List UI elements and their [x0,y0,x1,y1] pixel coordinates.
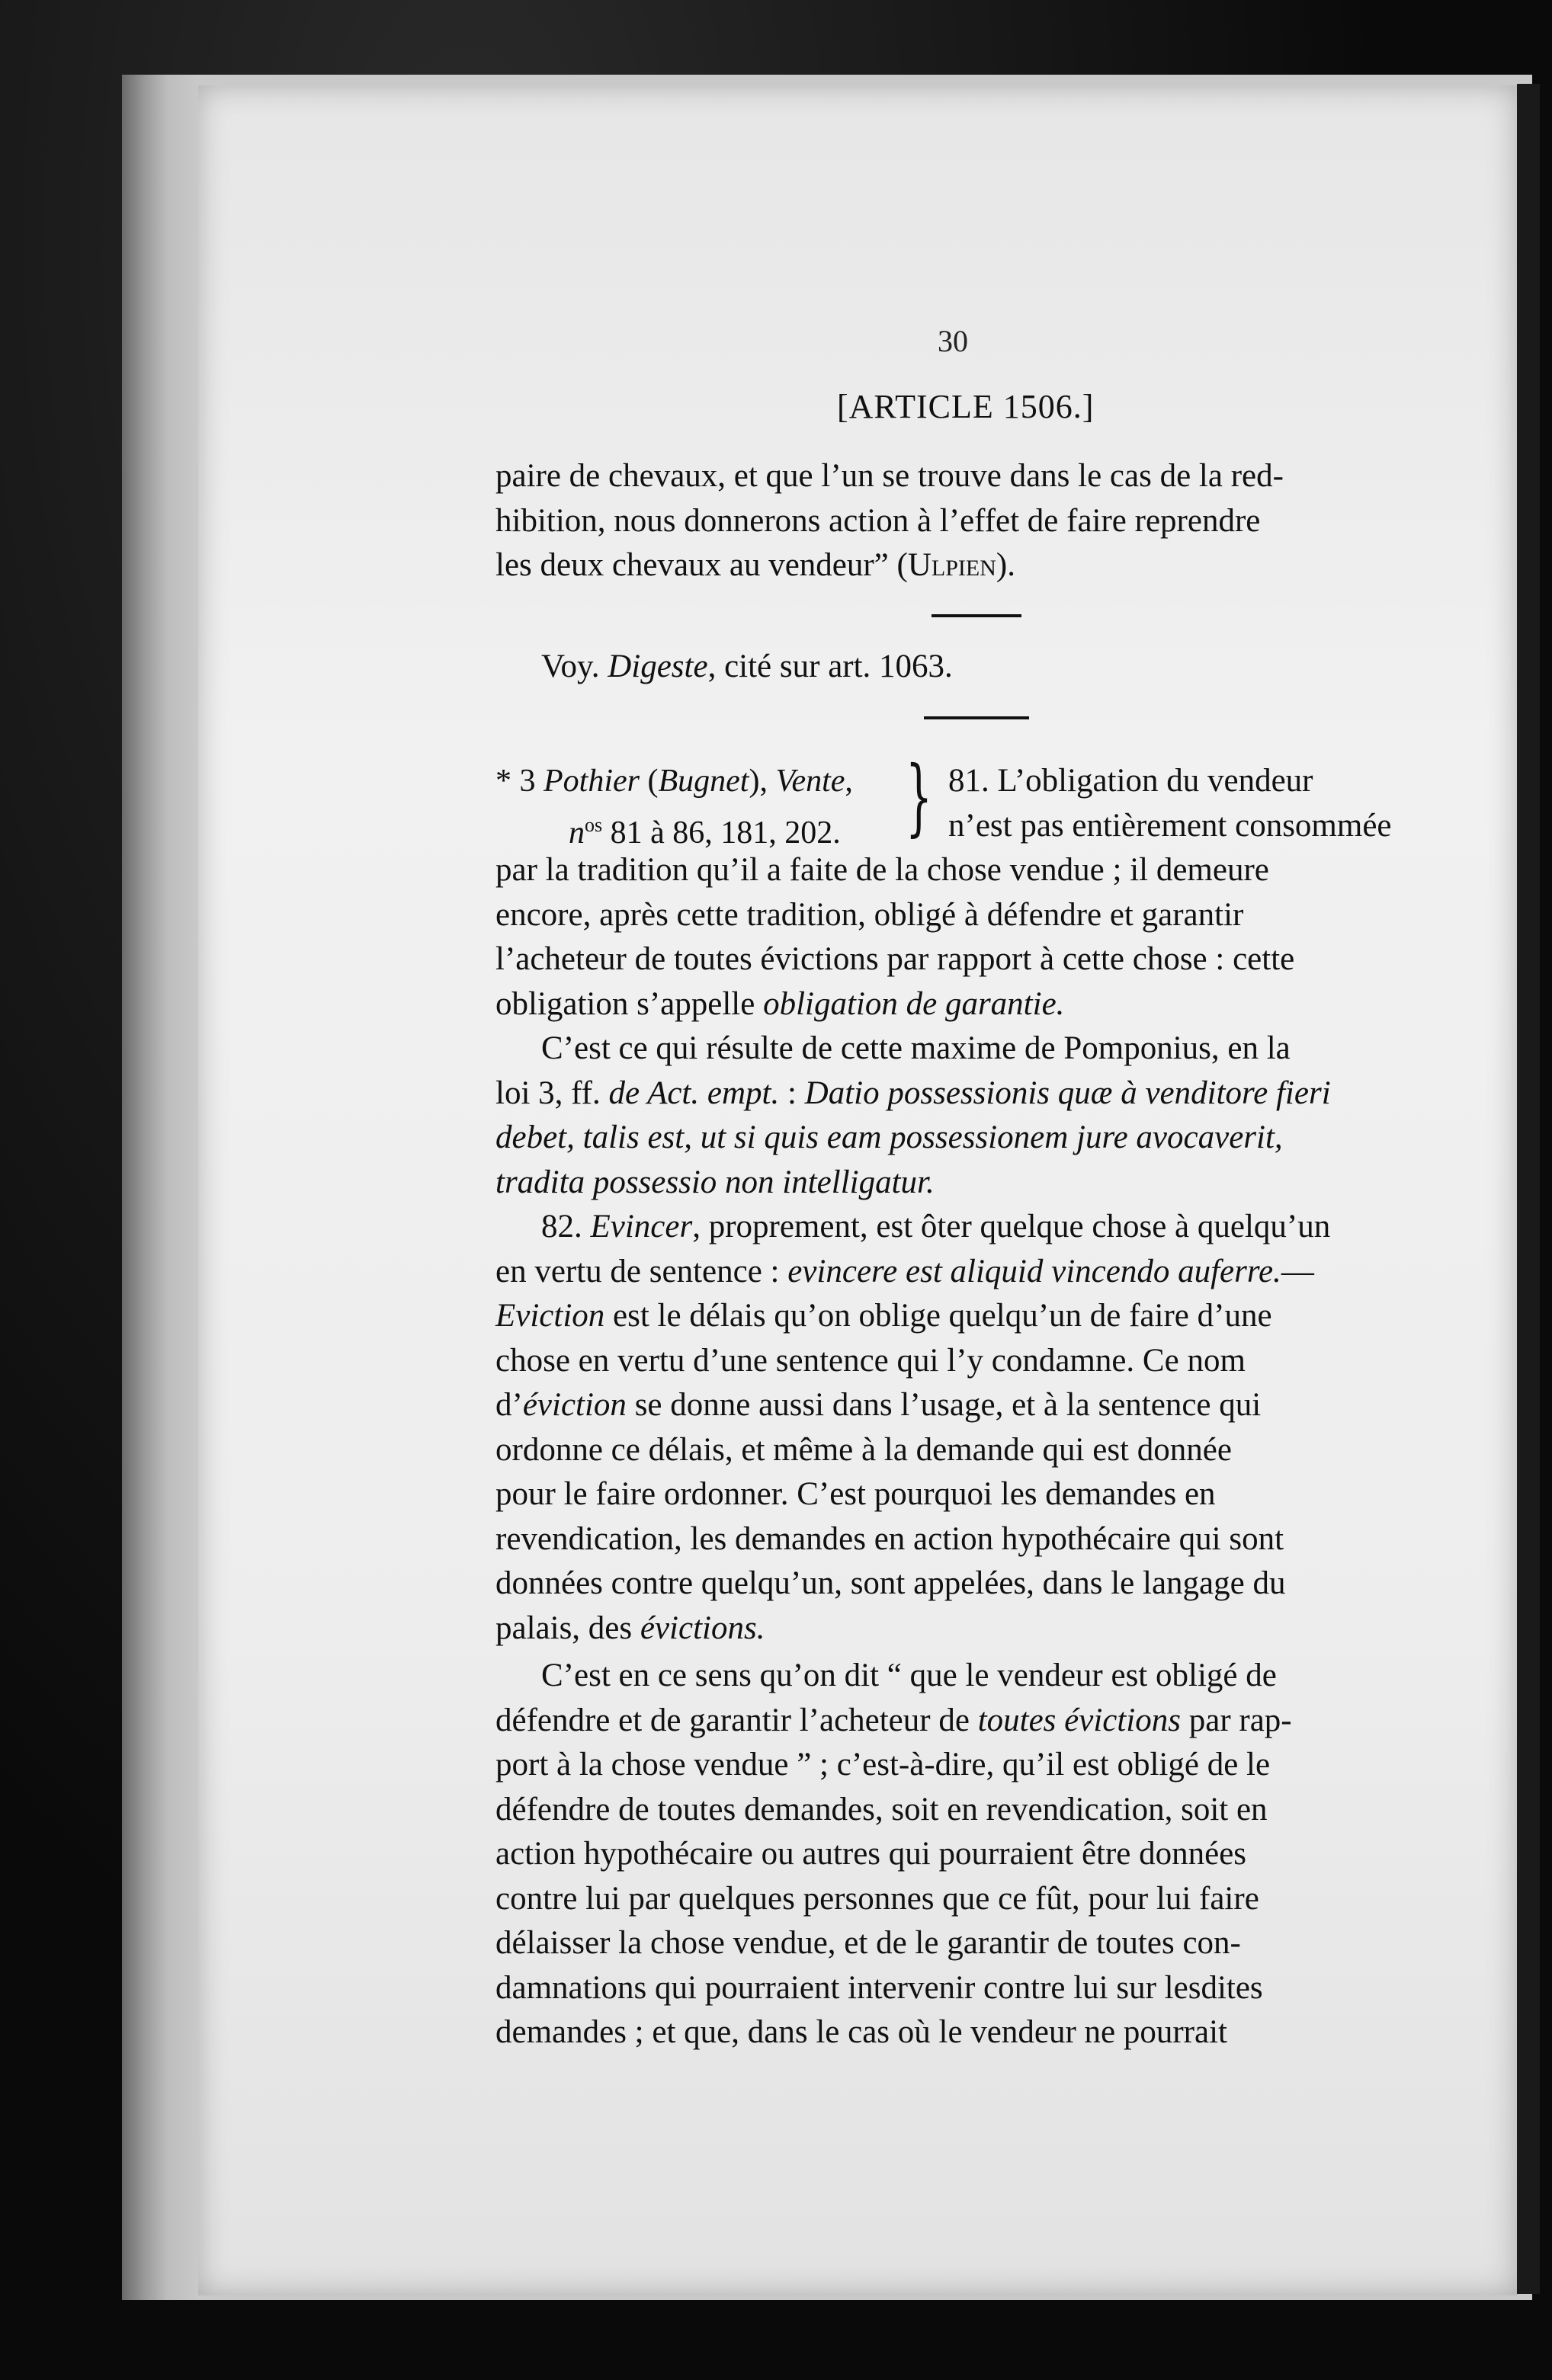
section-divider [924,716,1029,719]
text-line: 82. Evincer, proprement, est ôter quelque chose à quelqu’un [541,1209,1331,1244]
text-line: défendre et de garantir l’acheteur de toutes évictions par rap- [495,1702,1292,1738]
text-line-2: hibition, nous donnerons action à l’effet de faire reprendre [495,502,1261,539]
paragraph-garantie [495,1654,1460,2055]
text-line: d’éviction se donne aussi dans l’usage, et à la sentence qui [495,1387,1262,1423]
text-line: l’acheteur de toutes évictions par rapport à cette chose : cette [495,941,1295,977]
paragraph-81-body [495,848,1460,1027]
text-line: revendication, les demandes en action hypothécaire qui sont [495,1520,1284,1557]
text-line: délaisser la chose vendue, et de le garantir de toutes con- [495,1925,1241,1961]
author-ulpien: Ulpien [907,547,996,583]
reference-line-2: $n^{os}$ 81 à 86, 181, 202. [569,814,841,850]
text-line: Eviction est le délais qu’on oblige quelqu’un de faire d’une [495,1298,1272,1334]
text-line-1: paire de chevaux, et que l’un se trouve dans le cas de la red- [495,458,1284,494]
voy-reference [495,645,1460,690]
text-line: par la tradition qu’il a faite de la chose vendue ; il demeure [495,852,1269,888]
text-line: tradita possessio non intelligatur. [495,1164,935,1200]
text-line [495,543,1460,588]
text-line-3-pre: les deux chevaux au vendeur” ( [495,547,908,583]
text-line [495,499,1460,544]
text-line: action hypothécaire ou autres qui pourraient être données [495,1836,1247,1872]
text-line: défendre de toutes demandes, soit en revendication, soit en [495,1791,1268,1827]
page-right-edge [1517,84,1540,2294]
text-line: loi 3, ff. de Act. empt. : Datio possessionis quæ à venditore fieri [495,1075,1331,1111]
paragraph-82 [495,1205,1460,1651]
text-line [495,454,1460,499]
voy-title: Digeste [608,649,708,684]
text-line: demandes ; et que, dans le cas où le vendeur ne pourrait [495,2014,1227,2050]
text-line: 81. L’obligation du vendeur [948,763,1313,799]
section-divider [932,614,1021,617]
text-line [495,645,1460,690]
text-line: contre lui par quelques personnes que ce fût, pour lui faire [495,1880,1259,1917]
text-line: damnations qui pourraient intervenir contre lui sur lesdites [495,1969,1263,2006]
page-number: 30 [938,324,968,358]
text-line: debet, talis est, ut si quis eam possessionem jure avocaverit, [495,1120,1283,1155]
paragraph-ulpien [495,454,1460,588]
text-line: palais, des évictions. [495,1610,765,1646]
text-line: pour le faire ordonner. C’est pourquoi les demandes en [495,1476,1216,1512]
paragraph-81-head [948,759,1460,848]
text-line: obligation s’appelle obligation de garantie. [495,985,1065,1022]
text-line: port à la chose vendue ” ; c’est-à-dire, qu’il est obligé de le [495,1747,1271,1783]
pothier-reference [495,759,953,855]
voy-prefix: Voy. [541,649,608,684]
text-line: en vertu de sentence : evincere est aliquid vincendo auferre.— [495,1253,1314,1289]
article-header: [ARTICLE 1506.] [837,388,1095,425]
text-line: encore, après cette tradition, obligé à défendre et garantir [495,896,1244,933]
text-line: C’est ce qui résulte de cette maxime de Pomponius, en la [541,1030,1291,1066]
reference-line-1: * 3 Pothier (Bugnet), Vente, [495,764,853,799]
text-line: données contre quelqu’un, sont appelées, dans le langage du [495,1565,1286,1601]
voy-suffix: , cité sur art. 1063. [707,649,953,684]
brace-symbol: } [906,748,932,845]
text-line: chose en vertu d’une sentence qui l’y condamne. Ce nom [495,1342,1246,1379]
text-line: ordonne ce délais, et même à la demande qui est donnée [495,1431,1232,1468]
text-line-3-post: ). [996,547,1015,583]
paragraph-pomponius [495,1027,1460,1205]
text-line: C’est en ce sens qu’on dit “ que le vendeur est obligé de [541,1658,1277,1693]
text-line: n’est pas entièrement consommée [948,807,1392,844]
